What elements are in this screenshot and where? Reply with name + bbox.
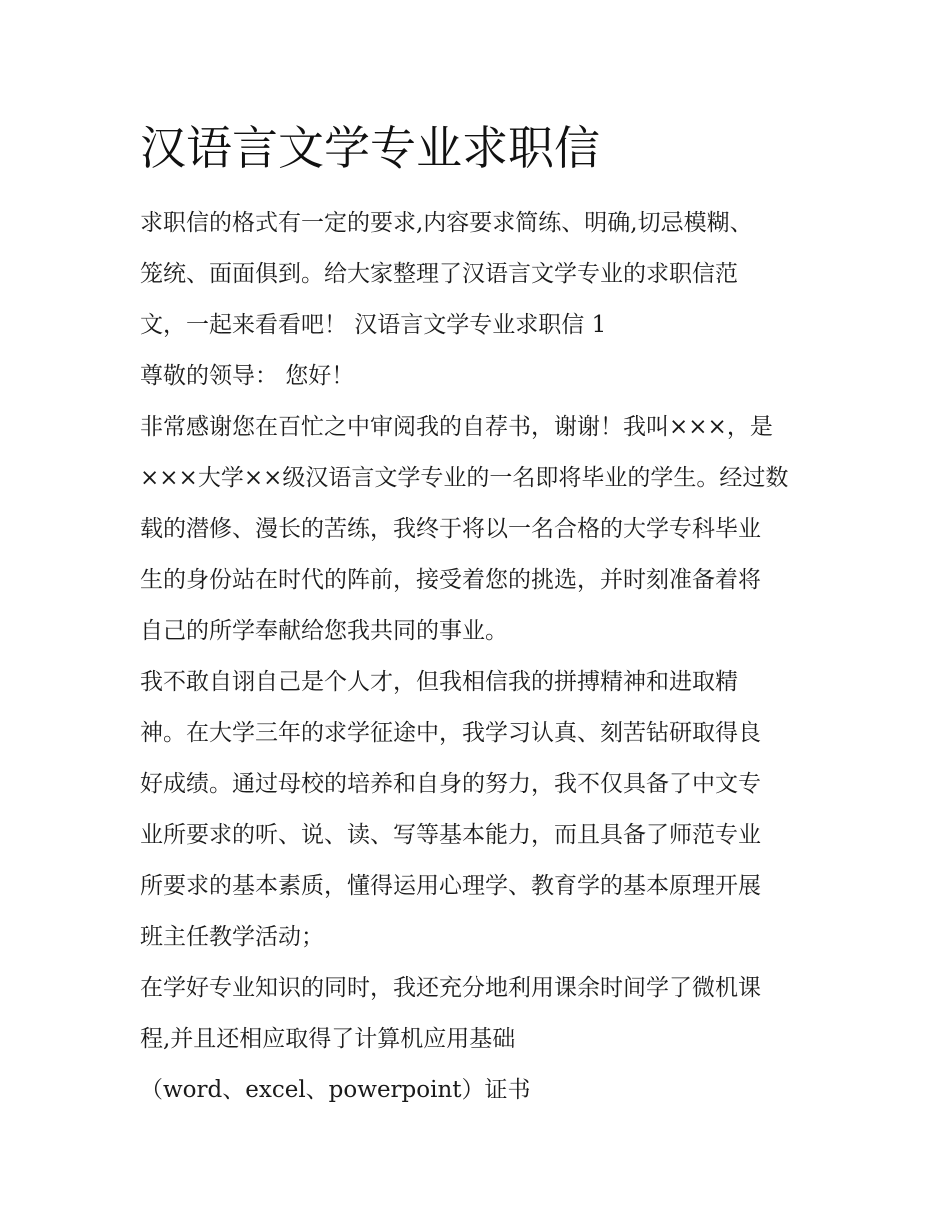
body-line: 我不敢自诩自己是个人才，但我相信我的拼搏精神和进取精 [140,669,738,695]
body-line: ×××大学××级汉语言文学专业的一名即将毕业的学生。经过数 [140,465,789,491]
body-line: （word、excel、powerpoint）证书 [140,1077,531,1103]
document-title: 汉语言文学专业求职信 [140,121,600,175]
body-line: 在学好专业知识的同时，我还充分地利用课余时间学了微机课 [140,975,761,1001]
body-line: 自己的所学奉献给您我共同的事业。 [140,618,508,644]
body-line: 尊敬的领导： 您好！ [140,363,355,389]
body-line: 非常感谢您在百忙之中审阅我的自荐书，谢谢！我叫×××，是 [140,414,773,440]
body-line: 文，一起来看看吧！ 汉语言文学专业求职信 1 [140,312,607,338]
body-line: 生的身份站在时代的阵前，接受着您的挑选，并时刻准备着将 [140,567,761,593]
body-line: 业所要求的听、说、读、写等基本能力，而且具备了师范专业 [140,822,761,848]
body-line: 好成绩。通过母校的培养和自身的努力，我不仅具备了中文专 [140,771,761,797]
body-line: 程,并且还相应取得了计算机应用基础 [140,1026,516,1052]
body-line: 笼统、面面俱到。给大家整理了汉语言文学专业的求职信范 [140,261,738,287]
body-line: 神。在大学三年的求学征途中，我学习认真、刻苦钻研取得良 [140,720,761,746]
body-line: 载的潜修、漫长的苦练，我终于将以一名合格的大学专科毕业 [140,516,761,542]
body-line: 班主任教学活动； [140,924,324,950]
body-line: 求职信的格式有一定的要求,内容要求简练、明确,切忌模糊、 [140,210,753,236]
body-line: 所要求的基本素质，懂得运用心理学、教育学的基本原理开展 [140,873,761,899]
document-body [140,198,820,1116]
